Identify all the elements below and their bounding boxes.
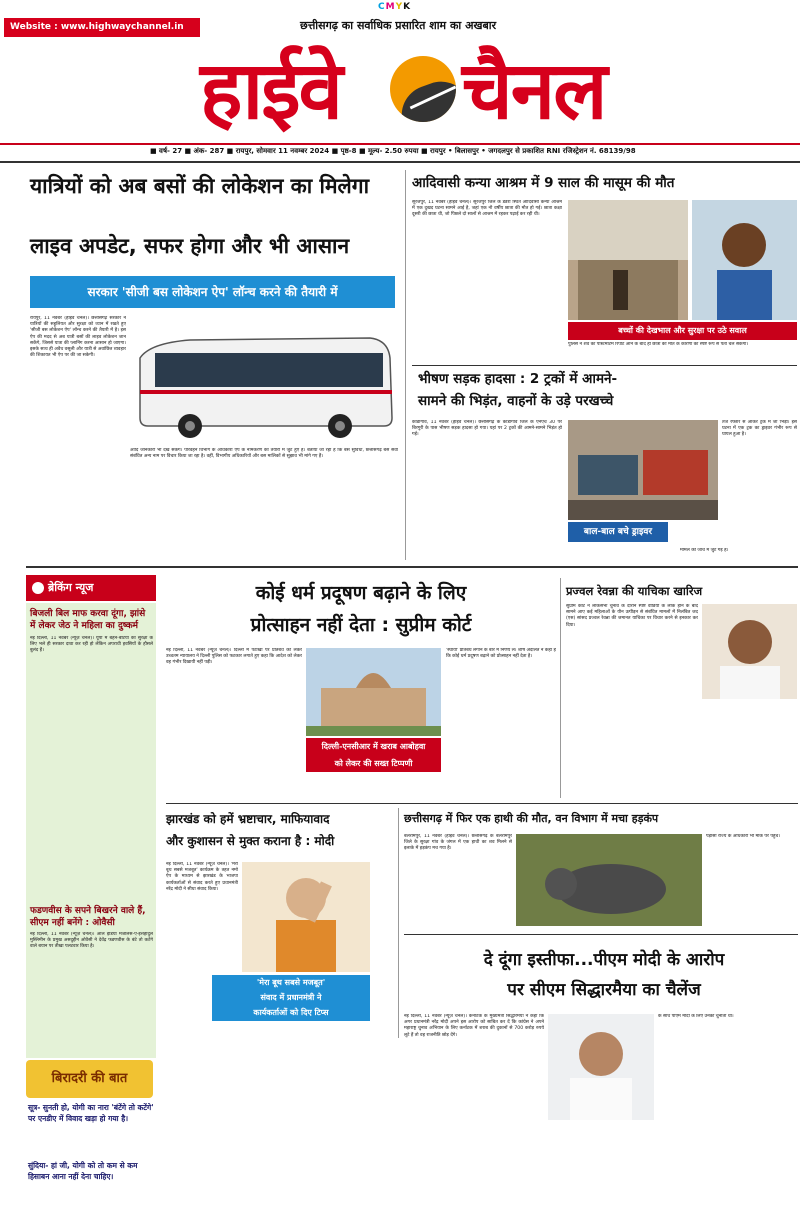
biradri-ki-baat-badge: बिरादरी की बात [26,1060,153,1098]
story8-headline2: पर सीएम सिद्धारमैया का चैलेंज [507,980,701,1000]
story3-body-right: तेज रफ्तार से आकर ट्रक में जा भिड़ी। इस घटना में एक ट्रक का ड्राइवर गंभीर रूप से घायल हुआ है। [722,420,797,438]
story2-headline: आदिवासी कन्या आश्रम में 9 साल की मासूम की मौत [412,175,675,191]
siddaramaiah-photo [548,1014,654,1120]
supreme-court-photo [306,648,441,736]
story4-headline1: कोई धर्म प्रदूषण बढ़ाने के लिए [255,582,467,604]
story2-caption: बच्चों की देखभाल और सुरक्षा पर उठे सवाल [568,322,797,340]
story7-headline: छत्तीसगढ़ में फिर एक हाथी की मौत, वन विभाग में मचा हड़कंप [404,812,659,825]
girl-photo [692,200,797,320]
story6-body: नई दिल्ली, 11 नवंबर (न्यूज़ चैनल)। 'मेरा बूथ सबसे मजबूत' कार्यक्रम के तहत नमो ऐप के माध्यम से झारखंड के भाजपा कार्यकर्ताओं से संवाद करते हुए प्रधानमंत्री नरेंद्र मोदी ने सीधा संवाद किया। [166,862,238,892]
story4-body-right: 'स्थायी' प्रतिबंध लगाने के बारे में निर्णय ले। शीर्ष अदालत ने कहा है कि कोई धर्म प्रदूषण बढ़ाने को प्रोत्साहन नहीं देता है। [446,648,556,660]
modi-photo [242,862,370,972]
story5-headline: प्रज्वल रेवन्ना की याचिका खारिज [566,584,703,598]
story8-body: नई दिल्ली, 11 नवंबर (न्यूज़ चैनल)। कर्नाटक के मुख्यमंत्री सिद्धारमैया ने कहा कि अगर प्रधानमंत्री नरेंद्र मोदी अपने इस आरोप को साबित कर दें कि कांग्रेस ने अपने महाराष्ट्र चुनाव अभियान के लिए कर्नाटक में शराब की दुकानों से 700 करोड़ रुपये लूटे हैं तो वह राजनीति छोड़ देंगे। [404,1014,544,1038]
story5-body: सुप्रीम कोर्ट ने लोकसभा चुनाव के दौरान स्पष्ट वीडियो के लीक होने के बाद सामने आए कई महिलाओं के यौन उत्पीड़न से संबंधित मामलों में निलंबित जद (एस) सांसद प्रज्वल रेवन्ना की जमानत याचिका पर विचार करने से इनकार कर दिया। [566,604,698,628]
story7-body: बलरामपुर, 11 नवंबर (हाईवे चैनल)। छत्तीसगढ़ के बलरामपुर जिले के सुरक्षा गांव के जंगल में एक हाथी का शव मिलने से इलाके में हड़कंप मच गया है। [404,834,512,852]
road-logo-icon [390,56,456,122]
masthead-logo [200,44,620,136]
story7-body-right: पड़ोसी राज्य के अधिकारी भी मौके पर पहुंचे। [706,834,781,839]
revanna-photo [702,604,797,699]
breaking-item2-head: फडणवीस के सपने बिखरने वाले हैं, सीएम नहीं बनेंगे : ओवैसी [30,906,146,928]
masthead-left: हाईवे [200,43,341,137]
story3-footer: मामले की जांच में जुट गई है। [680,548,729,553]
story1-headline1: यात्रियों को अब बसों की लोकेशन का मिलेगा [30,174,370,198]
breaking-news-label: ब्रेकिंग न्यूज [26,575,156,601]
breaking-item1-body: नई दिल्ली, 11 नवंबर (न्यूज़ चैनल)। यूपी में बहन-बेटियों की सुरक्षा के लिए भले ही सरकार दावा कर रही हो लेकिन अपराधी हवसियों के हौसले बुलंद हैं। [30,636,153,654]
cmyk-marks: CMYK [378,2,412,12]
elephant-photo [516,834,702,926]
dateline: ■ वर्ष- 27 ■ अंक- 287 ■ रायपुर, सोमवार 11 नवम्बर 2024 ■ पृष्ठ-8 ■ मूल्य- 2.50 रुपया ■ रायपुर • बिलासपुर • जगदलपुर से प्रकाशित RNI रजिस्ट्रेशन नं. 68139/98 [150,147,636,155]
story6-headline1: झारखंड को हमें भ्रष्टाचार, माफियावाद [166,812,330,826]
bus-photo [130,318,398,443]
breaking-item2-body: नई दिल्ली, 11 नवंबर (न्यूज़ चैनल)। ऑल इंडिया मजलिस-ए-इत्तेहादुल मुस्लिमीन के प्रमुख असदुद्दीन ओवैसी ने देवेंद्र फडणवीस के बंटे तो कटेंगे वाले बयान पर तीखा पलटवार किया है। [30,932,153,950]
masthead-right: चैनल [462,43,606,137]
story1-headline2: लाइव अपडेट, सफर होगा और भी आसान [30,234,350,258]
story6-headline2: और कुशासन से मुक्त कराना है : मोदी [166,834,335,848]
biradri-q1: सूत्र- सुनती हो, योगी का नारा 'बंटेंगे तो कटेंगे' पर एनडीए में विवाद खड़ा हो गया है। [28,1103,154,1123]
story8-body-right: के साथ पीएम मोदी के लिए उनकी चुनौती थी। [658,1014,734,1019]
story8-headline1: दे दूंगा इस्तीफा...पीएम मोदी के आरोप [483,950,725,970]
story2-body: सूरजपुर, 11 नवंबर (हाईवे चैनल)। सूरजपुर जिले के डेडरी स्थित आदिवासी कन्या आश्रम में एक दुखद घटना सामने आई है, जहां एक नौ वर्षीय छात्रा की मौत हो गई। छात्रा कक्षा दूसरी की छात्रा थी, जो पिछले दो सालों से आश्रम में रहकर पढ़ाई कर रही थी। [412,200,562,218]
breaking-item1-head: बिजली बिल माफ करवा दूंगा, झांसे में लेकर जेठ ने महिला का दुष्कर्म [30,609,146,631]
breaking-dot-icon [32,582,44,594]
tagline: छत्तीसगढ़ का सर्वाधिक प्रसारित शाम का अखबार [300,19,497,32]
story4-headline2: प्रोत्साहन नहीं देता : सुप्रीम कोर्ट [250,614,472,636]
story2-body2: पुलिस ने शव का पोस्टमार्टम रिपोर्ट आने के बाद ही छात्रा की मौत के कारणों का स्पष्ट रूप से पता चल सकेगा। [568,342,749,347]
story3-headline1: भीषण सड़क हादसा : 2 ट्रकों में आमने- [418,371,618,387]
story6-caption: 'मेरा बूथ सबसे मजबूत' संवाद में प्रधानमंत्री ने कार्यकर्ताओं को दिए टिप्स [212,975,370,1021]
ashram-photo [568,200,688,320]
story1-body-bottom: आदि जानकारी भी देख सकेंगे। परिवहन विभाग के अधिकारी ऐप के नामकरण की तैयारी में जुटे हुए हैं। बताया जा रहा है कि बस सुविधा, छत्तीसगढ़ बस सेवा संबंधित अन्य नाम पर विचार किया जा रहा है। वहीं, विभागीय अधिकारियों और बस मालिकों से सुझाव भी मांगे गए हैं। [130,448,398,460]
story4-caption: दिल्ली-एनसीआर में खराब आबोहवा को लेकर की सख्त टिप्पणी [306,738,441,772]
story4-body: नई दिल्ली, 11 नवंबर (न्यूज़ चैनल)। दिल्ली में पटाखों पर प्रतिबंध को लेकर उच्चतम न्यायालय ने दिल्ली पुलिस को फटकार लगाते हुए कहा कि आदेश को लेकर वह गंभीर दिखायी नहीं पड़ी। [166,648,302,666]
website-banner[interactable]: Website : www.highwaychannel.in [4,18,200,37]
story3-headline2: सामने की भिड़ंत, वाहनों के उड़े परखच्चे [418,393,614,409]
biradri-q2: सुंदिया- हां जी, योगी को तो कम से कम हिसाबन आना नहीं देना चाहिए। [28,1161,138,1181]
story3-body: कोंडागांव, 11 नवंबर (हाईवे चैनल)। छत्तीसगढ़ के कोंडागांव जिले के एनएच 30 पर बिरगुरी के पास भीषण सड़क हादसा हो गया। यहां पर 2 ट्रकों की आमने-सामने भिड़ंत हो गई। [412,420,562,438]
story1-body-left: रायपुर, 11 नवंबर (हाईवे चैनल)। छत्तीसगढ़ सरकार ने यात्रियों की सहूलियत और सुरक्षा को ध्यान में रखते हुए 'सीजी बस लोकेशन ऐप' लॉन्च करने की तैयारी में है। इस ऐप की मदद से अब यात्री बसों की लाइव लोकेशन जान सकेंगे, जिससे यात्रा की प्लानिंग करना आसान हो जाएगा। इसके साथ ही अवैध वसूली और यात्री से अवांछित व्यवहार की शिकायत भी ऐप पर की जा सकेगी। [30,316,126,359]
story1-subhead: सरकार 'सीजी बस लोकेशन ऐप' लॉन्च करने की तैयारी में [30,276,395,308]
accident-photo [568,420,718,520]
story3-caption: बाल-बाल बचे ड्राइवर [568,522,668,542]
